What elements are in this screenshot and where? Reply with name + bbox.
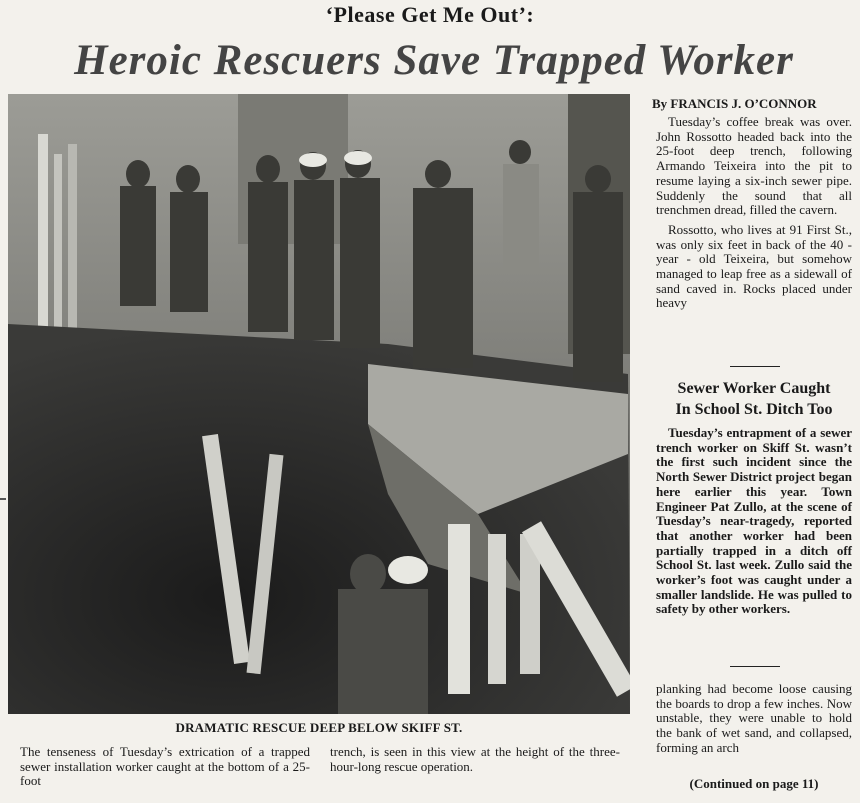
article-paragraph: planking had become loose causing the boards to drop a few inches. Now unstable, they were unable to hold the bank of wet sand, and collapsed, forming an arch	[656, 681, 852, 755]
photo-caption-left: The tenseness of Tuesday’s extrication of a trapped sewer installation worker caught at the bottom of a 25-foot	[20, 744, 310, 788]
margin-mark	[0, 498, 6, 500]
sidebar-headline-line1: Sewer Worker Caught	[677, 380, 831, 397]
sidebar-paragraph: Tuesday’s entrapment of a sewer trench worker on Skiff St. wasn’t the first such incident since the North Sewer District project began here earlier this year. Town Engineer Pat Zullo, at the scene of Tuesday’s near-tragedy, reported that another worker had been partially trapped in a ditch off School St. last week. Zullo said the worker’s foot was caught under a smaller landslide. He was pulled to safety by other workers.	[656, 425, 852, 617]
article-column-top	[656, 115, 852, 311]
headline: Heroic Rescuers Save Trapped Worker	[74, 37, 794, 84]
sidebar-headline-line2: In School St. Ditch Too	[675, 401, 833, 418]
byline: By FRANCIS J. O’CONNOR	[652, 96, 817, 111]
continued-note: (Continued on page 11)	[689, 776, 819, 791]
sidebar-body	[656, 426, 852, 617]
kicker: ‘Please Get Me Out’:	[325, 2, 535, 27]
article-column-bottom	[656, 682, 852, 756]
sidebar-headline	[652, 378, 856, 420]
divider	[730, 366, 780, 367]
article-paragraph: Tuesday’s coffee break was over. John Rossotto headed back into the 25-foot deep trench, following Armando Teixeira into the pit to resume laying a six-inch sewer pipe. Suddenly the sound that all trenchmen dread, filled the cavern.	[656, 114, 852, 218]
article-paragraph: Rossotto, who lives at 91 First St., was only six feet in back of the 40 - year - old Teixeira, but somehow managed to leap free as a sidewall of sand caved in. Rocks placed under heavy	[656, 221, 852, 311]
photo-caption-right: trench, is seen in this view at the height of the three-hour-long rescue operation.	[330, 744, 620, 774]
rescue-photo	[8, 94, 630, 714]
rescue-photo-illustration	[8, 94, 630, 714]
divider	[730, 666, 780, 667]
photo-caption-title: DRAMATIC RESCUE DEEP BELOW SKIFF ST.	[175, 720, 463, 735]
